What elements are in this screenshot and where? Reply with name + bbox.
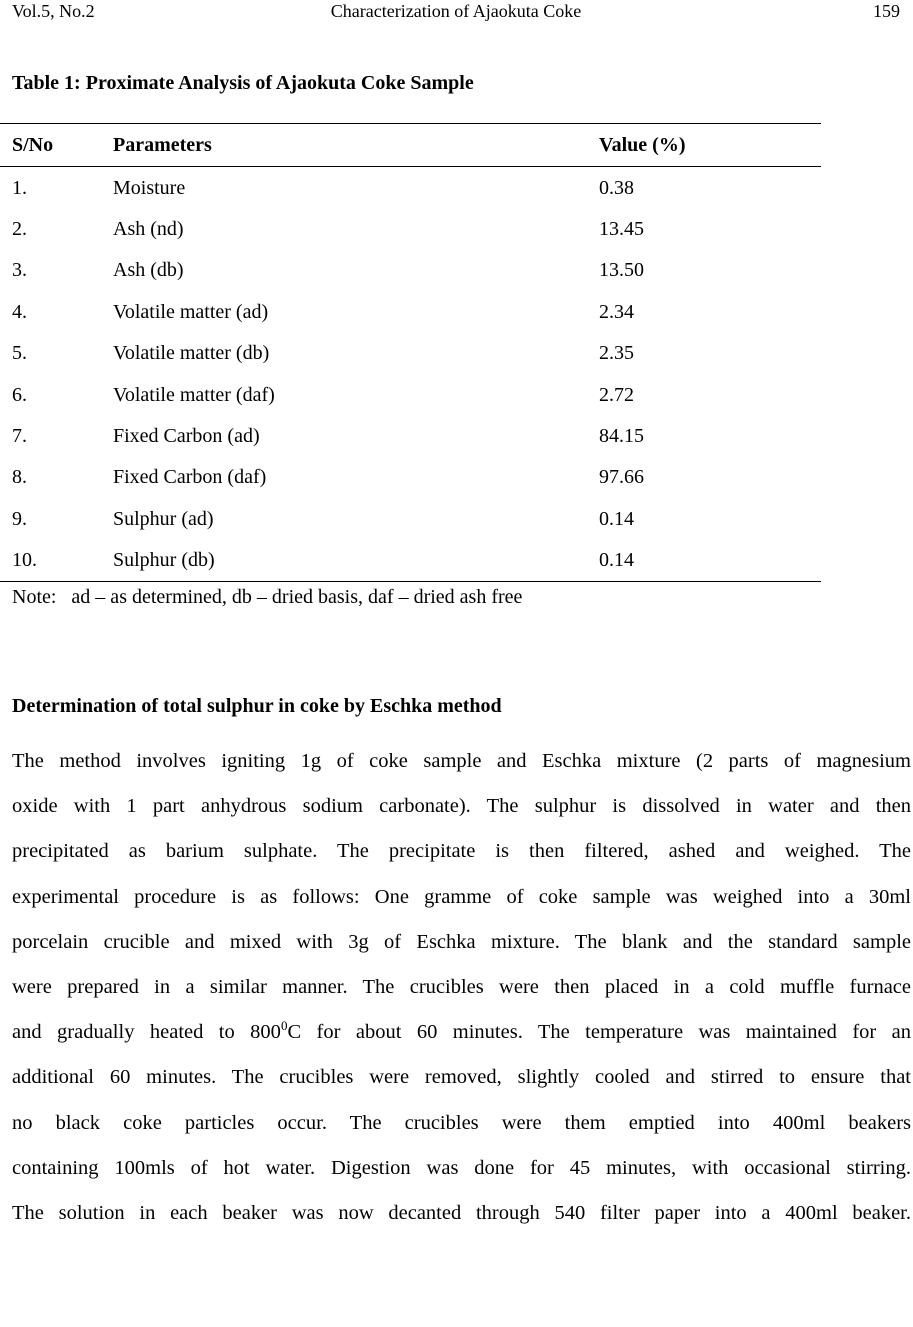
paragraph-line: The method involves igniting 1g of coke sample and Eschka mixture (2 parts of magnesium <box>12 750 911 772</box>
table-row <box>0 333 821 374</box>
table-row <box>0 291 821 332</box>
cell-value: 13.45 <box>599 218 644 241</box>
cell-sno: 7. <box>12 425 27 448</box>
line-text: C for about 60 minutes. The temperature was maintained for an <box>287 1021 912 1044</box>
cell-parameter: Volatile matter (db) <box>113 342 270 365</box>
table-row <box>0 457 821 498</box>
column-header-sno: S/No <box>0 124 113 167</box>
cell-parameter: Volatile matter (ad) <box>113 300 269 323</box>
table-row <box>0 415 821 456</box>
cell-sno: 9. <box>12 507 27 530</box>
cell-parameter: Ash (nd) <box>113 218 184 241</box>
paragraph-line: experimental procedure is as follows: One gramme of coke sample was weighed into a 30ml <box>12 885 911 908</box>
paragraph-line <box>12 1010 911 1055</box>
table-caption: Table 1: Proximate Analysis of Ajaokuta Coke Sample <box>12 72 474 94</box>
paragraph-line: no black coke particles occur. The crucibles were them emptied into 400ml beakers <box>12 1111 911 1134</box>
cell-sno: 4. <box>12 300 27 323</box>
cell-sno: 6. <box>12 383 27 406</box>
cell-parameter: Ash (db) <box>113 259 184 282</box>
page-number: 159 <box>873 1 900 21</box>
cell-parameter: Fixed Carbon (daf) <box>113 466 267 489</box>
cell-parameter: Sulphur (ad) <box>113 507 214 530</box>
cell-value: 0.38 <box>599 176 634 199</box>
cell-parameter: Fixed Carbon (ad) <box>113 425 260 448</box>
table-header-row <box>0 124 821 167</box>
cell-parameter: Moisture <box>113 176 186 199</box>
running-title: Characterization of Ajaokuta Coke <box>330 1 582 21</box>
column-header-value: Value (%) <box>599 124 821 167</box>
paragraph-line: were prepared in a similar manner. The crucibles were then placed in a cold muffle furnace <box>12 975 911 998</box>
paragraph-line: precipitated as barium sulphate. The precipitate is then filtered, ashed and weighed. The <box>12 840 911 863</box>
table-row <box>0 374 821 415</box>
cell-value: 2.72 <box>599 383 634 406</box>
paragraph-line: oxide with 1 part anhydrous sodium carbonate). The sulphur is dissolved in water and then <box>12 795 911 818</box>
cell-value: 13.50 <box>599 259 644 282</box>
line-text: and gradually heated to 800 <box>12 1021 281 1044</box>
cell-sno: 10. <box>0 540 113 582</box>
cell-parameter: Sulphur (db) <box>113 540 599 582</box>
cell-value: 84.15 <box>599 425 644 448</box>
table-row <box>0 498 821 539</box>
table-row <box>0 250 821 291</box>
cell-sno: 3. <box>12 259 27 282</box>
paragraph-line: containing 100mls of hot water. Digestion was done for 45 minutes, with occasional stirring. <box>12 1156 911 1179</box>
body-paragraph <box>12 739 911 1236</box>
cell-sno: 2. <box>12 218 27 241</box>
running-header <box>12 0 900 24</box>
table-body <box>0 167 821 582</box>
table-row <box>0 167 821 209</box>
paragraph-line: The solution in each beaker was now decanted through 540 filter paper into a 400ml beaker. <box>12 1201 911 1224</box>
cell-parameter: Volatile matter (daf) <box>113 383 275 406</box>
table-note: Note: ad – as determined, db – dried basis, daf – dried ash free <box>12 586 523 608</box>
cell-sno: 5. <box>12 342 27 365</box>
journal-volume: Vol.5, No.2 <box>12 1 95 21</box>
cell-value: 0.14 <box>599 507 634 530</box>
paragraph-line: additional 60 minutes. The crucibles were removed, slightly cooled and stirred to ensure that <box>12 1066 911 1089</box>
proximate-analysis-table <box>0 123 821 582</box>
cell-sno: 1. <box>12 176 27 199</box>
section-heading: Determination of total sulphur in coke by Eschka method <box>12 695 502 717</box>
cell-value: 97.66 <box>599 466 644 489</box>
cell-value: 2.34 <box>599 300 634 323</box>
column-header-parameters: Parameters <box>113 124 599 167</box>
cell-sno: 8. <box>12 466 27 489</box>
table-row <box>0 540 821 582</box>
table-row <box>0 208 821 249</box>
degree-superscript: 0 <box>280 1018 288 1034</box>
cell-value: 2.35 <box>599 342 634 365</box>
cell-value: 0.14 <box>599 540 821 582</box>
paragraph-line: porcelain crucible and mixed with 3g of Eschka mixture. The blank and the standard sample <box>12 930 911 953</box>
